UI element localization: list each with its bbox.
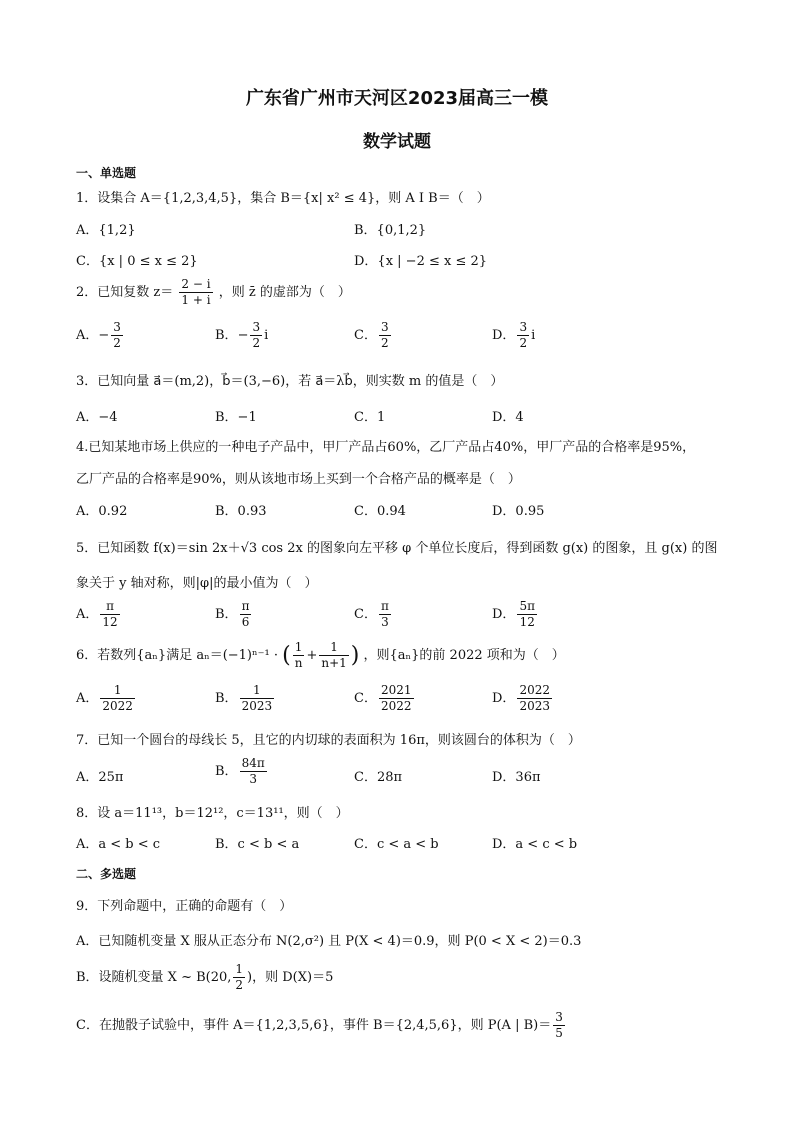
question-5-option-b bbox=[215, 599, 253, 630]
question-9-option-c bbox=[76, 1010, 567, 1041]
question-3-option-b: B．−1 bbox=[215, 410, 257, 425]
left-parenthesis: ( bbox=[282, 643, 291, 668]
option-fraction bbox=[240, 599, 252, 630]
option-sign: − bbox=[237, 328, 249, 343]
option-label: B． bbox=[215, 764, 238, 779]
option-label: D． bbox=[492, 691, 516, 706]
option-label: B． bbox=[215, 328, 238, 343]
question-1-option-b: B．{0,1,2} bbox=[354, 223, 427, 238]
question-1-option-a: A．{1,2} bbox=[76, 223, 136, 238]
fraction-denominator: 2 bbox=[380, 336, 389, 350]
fraction-denominator: 2 bbox=[113, 336, 121, 350]
question-8-option-b: B．c < b < a bbox=[215, 837, 300, 852]
question-9-option-a: A．已知随机变量 X 服从正态分布 N(2,σ²) 且 P(X < 4)＝0.9，则 P(0 < X < 2)＝0.3 bbox=[76, 934, 582, 949]
fraction-numerator: 3 bbox=[555, 1010, 563, 1024]
option-suffix: i bbox=[531, 328, 536, 343]
fraction-denominator: 12 bbox=[519, 615, 535, 629]
fraction-numerator: 84π bbox=[241, 756, 265, 770]
option-label: B． bbox=[215, 691, 238, 706]
exam-subtitle: 数学试题 bbox=[363, 132, 431, 152]
option-fraction bbox=[250, 320, 262, 351]
question-4-option-c: C．0.94 bbox=[354, 504, 406, 519]
option-label: A． bbox=[76, 328, 99, 343]
question-5-option-a bbox=[76, 599, 122, 630]
question-8-option-a: A．a < b < c bbox=[76, 837, 161, 852]
option-fraction bbox=[240, 756, 267, 787]
option-fraction bbox=[517, 599, 537, 630]
fraction-numerator: 1 bbox=[235, 962, 244, 976]
question-4-stem-line-2: 乙厂产品的合格率是90%，则从该地市场上买到一个合格产品的概率是（ ） bbox=[76, 472, 521, 487]
question-5-option-d bbox=[492, 599, 539, 630]
question-4-option-b: B．0.93 bbox=[215, 504, 267, 519]
question-2-stem-pre: 2．已知复数 z＝ bbox=[76, 285, 174, 300]
question-3-option-a: A．−4 bbox=[76, 410, 118, 425]
option-fraction bbox=[111, 320, 123, 351]
fraction-numerator: 2022 bbox=[519, 683, 550, 697]
fraction-denominator: 3 bbox=[381, 615, 389, 629]
question-6-option-d bbox=[492, 683, 554, 714]
option-label: A． bbox=[76, 607, 99, 622]
option-fraction bbox=[100, 683, 135, 714]
question-4-stem-line-1: 4.已知某地市场上供应的一种电子产品中，甲厂产品占60%，乙厂产品占40%，甲厂产品的合格率是95%， bbox=[76, 440, 696, 455]
option-fraction bbox=[553, 1010, 565, 1041]
question-4-option-d: D．0.95 bbox=[492, 504, 545, 519]
question-6-stem bbox=[76, 640, 565, 671]
question-1-stem: 1．设集合 A＝{1,2,3,4,5}，集合 B＝{x| x² ≤ 4}，则 A I B＝（ ） bbox=[76, 191, 490, 206]
option-label: C． bbox=[354, 328, 377, 343]
question-5-stem-line-1: 5．已知函数 f(x)＝sin 2x＋√3 cos 2x 的图象向左平移 φ 个单位长度后，得到函数 g(x) 的图象，且 g(x) 的图 bbox=[76, 541, 718, 556]
fraction-numerator: 3 bbox=[519, 320, 528, 334]
question-6-fraction-2 bbox=[319, 640, 348, 671]
question-2-option-d bbox=[492, 320, 535, 351]
option-label: C． bbox=[354, 691, 377, 706]
question-2-fraction bbox=[179, 277, 212, 308]
option-sign: − bbox=[98, 328, 110, 343]
question-2-stem-post: ，则 z̄ 的虚部为（ ） bbox=[218, 285, 351, 300]
question-6-option-b bbox=[215, 683, 276, 714]
option-fraction bbox=[240, 683, 275, 714]
option-fraction bbox=[379, 320, 391, 351]
fraction-numerator: π bbox=[100, 599, 119, 615]
fraction-numerator: 1 bbox=[319, 640, 348, 656]
question-8-option-c: C．c < a < b bbox=[354, 837, 439, 852]
fraction-denominator: 2023 bbox=[241, 699, 273, 713]
option-text-pre: C．在抛骰子试验中，事件 A＝{1,2,3,5,6}，事件 B＝{2,4,5,6}，则 P(A | B)＝ bbox=[76, 1018, 552, 1033]
fraction-denominator: n bbox=[294, 656, 303, 670]
option-fraction bbox=[517, 683, 552, 714]
option-fraction bbox=[233, 962, 245, 993]
fraction-denominator: 2023 bbox=[519, 699, 550, 713]
fraction-denominator: 2022 bbox=[380, 699, 412, 713]
fraction-numerator: 1 bbox=[240, 683, 275, 699]
fraction-denominator: 2022 bbox=[102, 699, 133, 713]
question-3-stem: 3．已知向量 a⃗＝(m,2)，b⃗＝(3,−6)，若 a⃗＝λb⃗，则实数 m 的值是（ ） bbox=[76, 374, 504, 389]
question-6-stem-pre: 6．若数列{aₙ}满足 aₙ＝(−1)ⁿ⁻¹ · bbox=[76, 648, 278, 663]
section-heading-multiple-choice: 二、多选题 bbox=[76, 867, 137, 881]
option-label: C． bbox=[354, 607, 377, 622]
question-8-stem: 8．设 a＝11¹³，b＝12¹²，c＝13¹¹，则（ ） bbox=[76, 806, 349, 821]
question-3-option-d: D．4 bbox=[492, 410, 524, 425]
fraction-denominator: 6 bbox=[241, 615, 250, 629]
option-fraction bbox=[517, 320, 529, 351]
question-8-option-d: D．a < c < b bbox=[492, 837, 578, 852]
question-5-stem-line-2: 象关于 y 轴对称，则|φ|的最小值为（ ） bbox=[76, 576, 318, 591]
question-1-option-d: D．{x | −2 ≤ x ≤ 2} bbox=[354, 254, 488, 269]
fraction-numerator: 1 bbox=[100, 683, 135, 699]
question-2-option-b bbox=[215, 320, 268, 351]
question-4-option-a: A．0.92 bbox=[76, 504, 128, 519]
fraction-numerator: 3 bbox=[252, 320, 261, 334]
question-3-option-c: C．1 bbox=[354, 410, 386, 425]
fraction-numerator: 3 bbox=[113, 320, 121, 334]
option-fraction bbox=[379, 683, 414, 714]
option-fraction bbox=[100, 599, 119, 630]
question-6-option-c bbox=[354, 683, 416, 714]
question-7-option-b bbox=[215, 756, 269, 787]
question-9-option-b bbox=[76, 962, 333, 993]
fraction-denominator: n+1 bbox=[321, 656, 347, 670]
question-7-option-d: D．36π bbox=[492, 770, 541, 785]
question-6-stem-post: ，则{aₙ}的前 2022 项和为（ ） bbox=[363, 648, 565, 663]
question-2-option-a bbox=[76, 320, 125, 351]
question-6-fraction-1 bbox=[293, 640, 305, 671]
option-label: B． bbox=[215, 607, 238, 622]
question-1-option-c: C．{x | 0 ≤ x ≤ 2} bbox=[76, 254, 198, 269]
exam-title: 广东省广州市天河区2023届高三一模 bbox=[245, 88, 549, 109]
fraction-numerator: π bbox=[241, 599, 250, 613]
fraction-numerator: 1 bbox=[293, 640, 305, 656]
option-fraction bbox=[379, 599, 391, 630]
fraction-numerator: 5π bbox=[519, 599, 535, 613]
question-6-option-a bbox=[76, 683, 137, 714]
option-label: D． bbox=[492, 607, 516, 622]
fraction-denominator: 1 + i bbox=[181, 293, 211, 307]
fraction-numerator: 2021 bbox=[380, 683, 412, 697]
question-7-option-a: A．25π bbox=[76, 770, 124, 785]
fraction-denominator: 2 bbox=[519, 336, 528, 350]
question-7-option-c: C．28π bbox=[354, 770, 403, 785]
fraction-denominator: 5 bbox=[555, 1026, 563, 1040]
question-2-option-c bbox=[354, 320, 393, 351]
fraction-numerator: π bbox=[380, 599, 389, 613]
plus-sign: + bbox=[306, 648, 318, 663]
option-label: D． bbox=[492, 328, 516, 343]
fraction-numerator: 3 bbox=[380, 320, 389, 334]
fraction-numerator: 2 − i bbox=[181, 277, 211, 291]
fraction-denominator: 3 bbox=[249, 772, 257, 786]
question-2-stem bbox=[76, 277, 351, 308]
option-label: A． bbox=[76, 691, 99, 706]
fraction-denominator: 12 bbox=[102, 615, 118, 629]
question-9-stem: 9．下列命题中，正确的命题有（ ） bbox=[76, 899, 293, 914]
option-suffix: i bbox=[264, 328, 269, 343]
question-7-stem: 7．已知一个圆台的母线长 5，且它的内切球的表面积为 16π，则该圆台的体积为（ ） bbox=[76, 733, 581, 748]
fraction-denominator: 2 bbox=[235, 978, 244, 992]
question-5-option-c bbox=[354, 599, 393, 630]
fraction-denominator: 2 bbox=[252, 336, 261, 350]
option-text-post: )，则 D(X)＝5 bbox=[247, 970, 334, 985]
section-heading-single-choice: 一、单选题 bbox=[76, 166, 137, 180]
option-text-pre: B．设随机变量 X ~ B(20, bbox=[76, 970, 232, 985]
right-parenthesis: ) bbox=[350, 643, 360, 668]
